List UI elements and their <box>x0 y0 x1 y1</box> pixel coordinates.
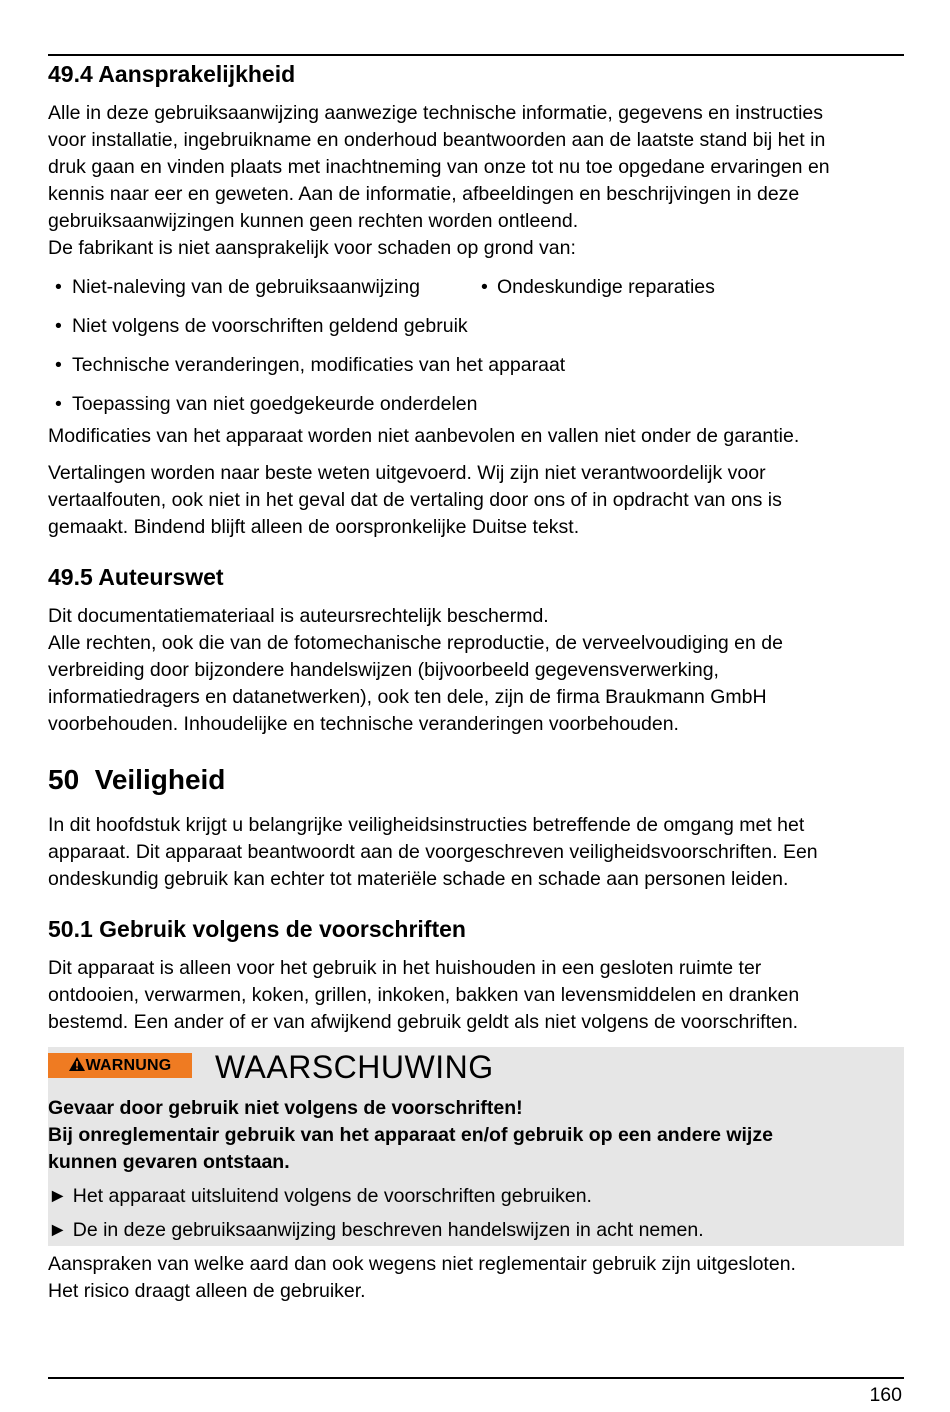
list-item <box>48 352 565 379</box>
paragraph-modifications: Modificaties van het apparaat worden niet aanbevolen en vallen niet onder de garantie. <box>48 425 800 447</box>
text-line: voorbehouden. Inhoudelijke en technische veranderingen voorbehouden. <box>48 713 679 735</box>
text-line: apparaat. Dit apparaat beantwoordt aan de voorgeschreven veiligheidsvoorschriften. Een <box>48 841 818 863</box>
text-line: druk gaan en vinden plaats met inachtneming van onze tot nu toe opgedane ervaringen en <box>48 156 830 178</box>
warning-header <box>48 1047 904 1095</box>
warning-action-text: De in deze gebruiksaanwijzing beschreven handelswijzen in acht nemen. <box>72 1219 704 1241</box>
text-line: Vertalingen worden naar beste weten uitgevoerd. Wij zijn niet verantwoordelijk voor <box>48 462 766 484</box>
arrow-right-icon: ► <box>48 1185 68 1207</box>
warning-badge <box>48 1053 192 1078</box>
paragraph-translations <box>48 460 904 541</box>
text-line: Het risico draagt alleen de gebruiker. <box>48 1280 366 1302</box>
text-line: verbreiding door bijzondere handelswijzen (bijvoorbeeld gegevensverwerking, <box>48 659 719 681</box>
list-item-text: Technische veranderingen, modificaties van het apparaat <box>72 354 566 376</box>
list-item <box>48 274 420 301</box>
text-line: Dit documentatiemateriaal is auteursrechtelijk beschermd. <box>48 605 549 627</box>
warning-badge-label: WARNUNG <box>85 1057 172 1074</box>
list-item-text: Niet-naleving van de gebruiksaanwijzing <box>72 276 420 298</box>
warning-hazard-text <box>48 1095 904 1176</box>
text-line: Aanspraken van welke aard dan ook wegens niet reglementair gebruik zijn uitgesloten. <box>48 1253 796 1275</box>
header-rule <box>48 54 904 56</box>
text-line: Bij onreglementair gebruik van het apparaat en/of gebruik op een andere wijze <box>48 1124 773 1146</box>
page-content <box>48 58 904 1305</box>
text-line: bestemd. Een ander of er van afwijkend gebruik geldt als niet volgens de voorschriften. <box>48 1011 799 1033</box>
text-line: gebruiksaanwijzingen kunnen geen rechten worden ontleend. <box>48 210 579 232</box>
text-line: Gevaar door gebruik niet volgens de voorschriften! <box>48 1097 523 1119</box>
chapter-heading-50: 50 Veiligheid <box>48 764 226 795</box>
arrow-right-icon: ► <box>48 1219 68 1241</box>
footer-rule <box>48 1377 904 1379</box>
section-heading-50-1: 50.1 Gebruik volgens de voorschriften <box>48 916 466 942</box>
text-line: ondeskundig gebruik kan echter tot materiële schade en schade aan personen leiden. <box>48 868 789 890</box>
bullet-icon: • <box>55 393 62 415</box>
list-item-text: Toepassing van niet goedgekeurde onderdelen <box>72 393 478 415</box>
liability-bullet-list <box>48 274 904 429</box>
text-line: kunnen gevaren ontstaan. <box>48 1151 290 1173</box>
text-line: Alle in deze gebruiksaanwijzing aanwezige technische informatie, gegevens en instructies <box>48 102 824 124</box>
text-line: Alle rechten, ook die van de fotomechanische reproductie, de verveelvoudiging en de <box>48 632 783 654</box>
text-line: kennis naar eer en geweten. Aan de informatie, afbeeldingen en beschrijvingen in deze <box>48 183 800 205</box>
list-item-text: Ondeskundige reparaties <box>497 276 715 298</box>
text-line: informatiedragers en datanetwerken), ook ten dele, zijn de firma Braukmann GmbH <box>48 686 767 708</box>
paragraph-claims <box>48 1251 904 1305</box>
warning-box <box>48 1047 904 1246</box>
list-item <box>48 391 477 418</box>
text-line: Dit apparaat is alleen voor het gebruik in het huishouden in een gesloten ruimte ter <box>48 957 762 979</box>
section-heading-49-5: 49.5 Auteurswet <box>48 564 224 590</box>
text-line: vertaalfouten, ook niet in het geval dat de vertaling door ons of in opdracht van ons is <box>48 489 782 511</box>
warning-triangle-icon <box>69 1057 85 1071</box>
paragraph-liability-intro <box>48 100 904 262</box>
text-line: De fabrikant is niet aansprakelijk voor schaden op grond van: <box>48 237 576 259</box>
list-item-text: Niet volgens de voorschriften geldend gebruik <box>72 315 468 337</box>
text-line: In dit hoofdstuk krijgt u belangrijke veiligheidsinstructies betreffende de omgang met het <box>48 814 805 836</box>
text-line: gemaakt. Bindend blijft alleen de oorspronkelijke Duitse tekst. <box>48 516 580 538</box>
warning-action <box>48 1217 904 1244</box>
bullet-icon: • <box>55 315 62 337</box>
text-line: voor installatie, ingebruikname en onderhoud beantwoorden aan de laatste stand bij het in <box>48 129 826 151</box>
paragraph-copyright <box>48 603 904 738</box>
page-number: 160 <box>869 1384 902 1406</box>
warning-title: WAARSCHUWING <box>215 1049 494 1085</box>
bullet-icon: • <box>55 276 62 298</box>
warning-action-text: Het apparaat uitsluitend volgens de voorschriften gebruiken. <box>72 1185 592 1207</box>
list-item <box>481 274 715 301</box>
bullet-icon: • <box>55 354 62 376</box>
section-heading-49-4: 49.4 Aansprakelijkheid <box>48 61 296 87</box>
text-line: ontdooien, verwarmen, koken, grillen, inkoken, bakken van levensmiddelen en dranken <box>48 984 800 1006</box>
list-item <box>48 313 468 340</box>
paragraph-intended-use <box>48 955 904 1036</box>
bullet-icon: • <box>481 276 488 298</box>
warning-action <box>48 1183 904 1210</box>
paragraph-safety-intro <box>48 812 904 893</box>
